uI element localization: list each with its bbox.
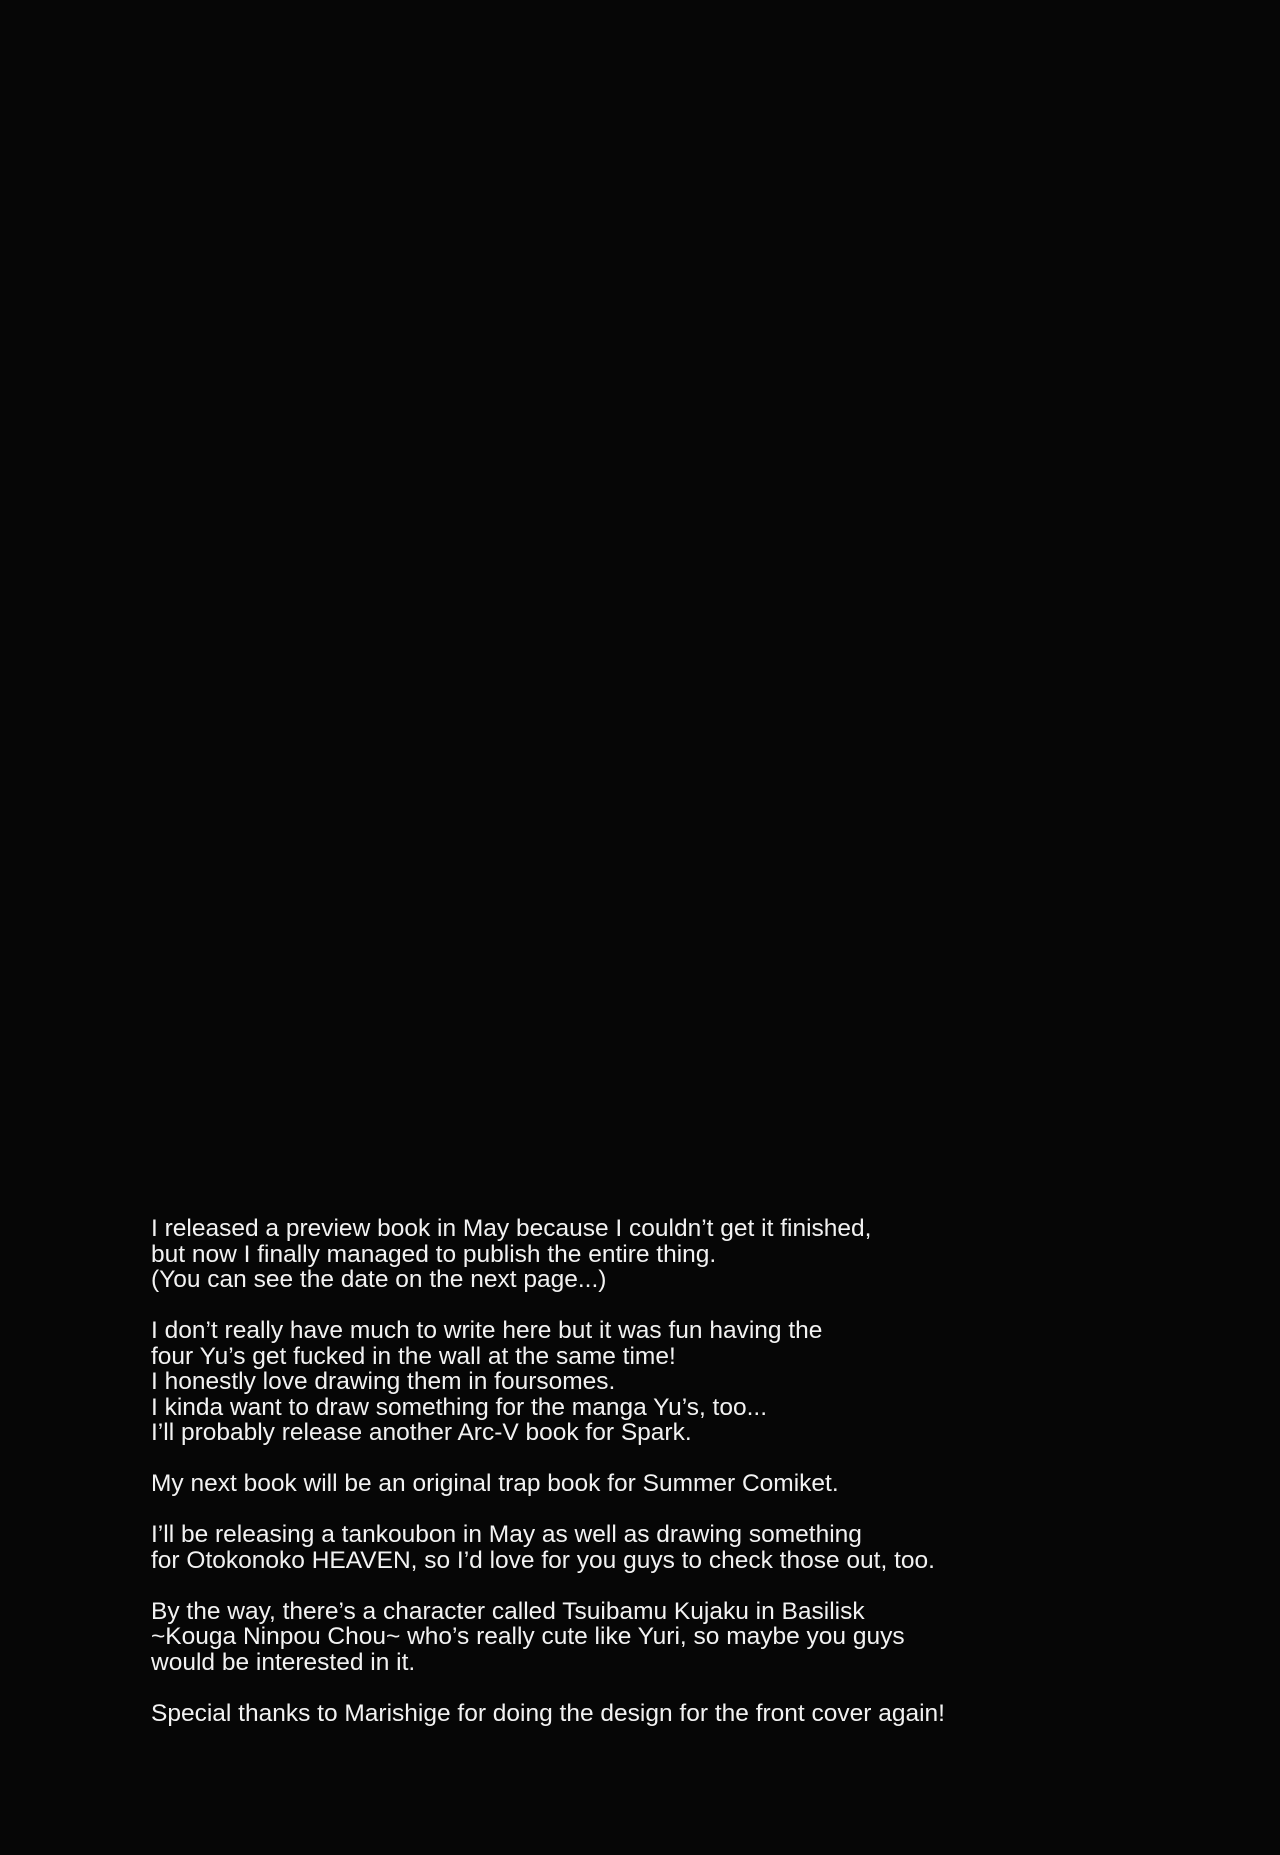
text-line: I released a preview book in May because I couldn’t get it finished,	[151, 1215, 872, 1242]
text-line: ~Kouga Ninpou Chou~ who’s really cute like Yuri, so maybe you guys	[151, 1623, 905, 1650]
text-line: (You can see the date on the next page...)	[151, 1266, 607, 1293]
text-line: My next book will be an original trap book for Summer Comiket.	[151, 1470, 839, 1497]
text-line: but now I finally managed to publish the entire thing.	[151, 1240, 717, 1268]
paragraph-tankoubon	[151, 1522, 1231, 1573]
text-line: I honestly love drawing them in foursomes.	[151, 1368, 616, 1395]
text-line: I’ll probably release another Arc-V book for Spark.	[151, 1419, 692, 1446]
paragraph-next-book	[151, 1471, 1231, 1497]
paragraph-fun-drawing	[151, 1318, 1231, 1446]
paragraph-basilisk	[151, 1599, 1231, 1676]
afterword-text	[151, 1216, 1231, 1726]
text-line: I kinda want to draw something for the manga Yu’s, too...	[151, 1393, 768, 1421]
text-line: I don’t really have much to write here but it was fun having the	[151, 1317, 823, 1344]
text-line: for Otokonoko HEAVEN, so I’d love for you guys to check those out, too.	[151, 1546, 935, 1574]
text-line: Special thanks to Marishige for doing the design for the front cover again!	[151, 1699, 945, 1727]
text-line: I’ll be releasing a tankoubon in May as well as drawing something	[151, 1521, 862, 1548]
text-line: would be interested in it.	[151, 1648, 416, 1676]
text-line: By the way, there’s a character called Tsuibamu Kujaku in Basilisk	[151, 1597, 865, 1625]
paragraph-preview-book	[151, 1216, 1231, 1293]
text-line: four Yu’s get fucked in the wall at the same time!	[151, 1342, 676, 1370]
paragraph-special-thanks	[151, 1701, 1231, 1727]
